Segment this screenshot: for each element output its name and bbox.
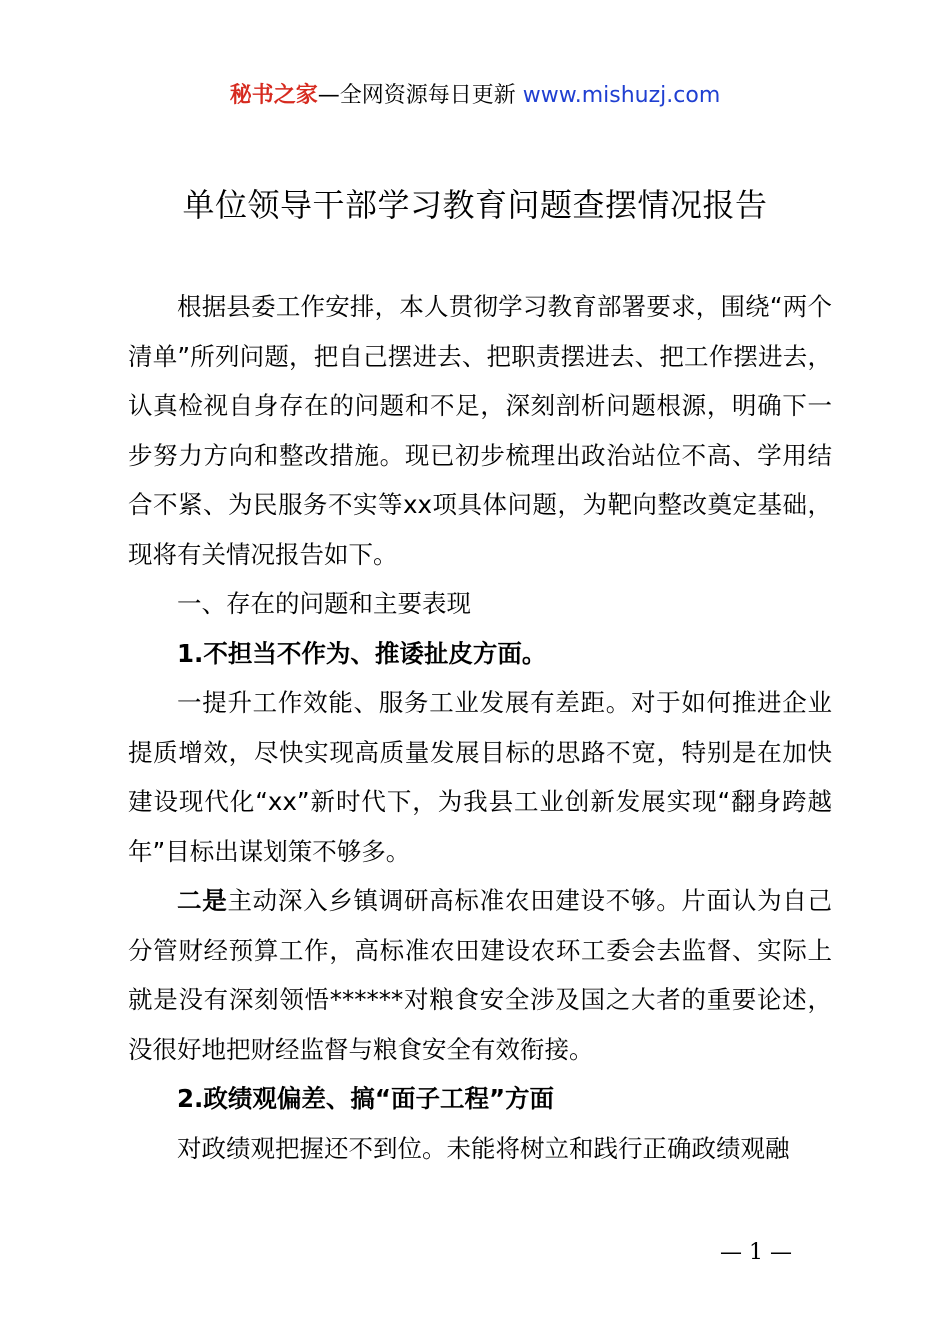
- page-number: — 1 —: [720, 1240, 792, 1265]
- item-1-paragraph-1: 一提升工作效能、服务工业发展有差距。对于如何推进企业提质增效，尽快实现高质量发展目标的思路不宽，特别是在加快建设现代化“xx”新时代下，为我县工业创新发展实现“翻身跨越年”目标出谋划策不够多。: [128, 688, 832, 866]
- paragraph-lead: 二是: [177, 886, 228, 915]
- banner-tagline: —全网资源每日更新: [317, 83, 516, 108]
- site-url-link[interactable]: www.mishuzj.com: [522, 83, 721, 108]
- item-1-paragraph-2: [128, 876, 832, 1074]
- site-banner: [0, 80, 950, 112]
- intro-paragraph: 根据县委工作安排，本人贯彻学习教育部署要求，围绕“两个清单”所列问题，把自己摆进去、把职责摆进去、把工作摆进去，认真检视自身存在的问题和不足，深刻剖析问题根源，明确下一步努力方向和整改措施。现已初步梳理出政治站位不高、学用结合不紧、为民服务不实等xx项具体问题，为靶向整改奠定基础，现将有关情况报告如下。: [128, 292, 832, 569]
- item-2-heading: 2.政绩观偏差、搞“面子工程”方面: [177, 1084, 555, 1113]
- section-heading: 一、存在的问题和主要表现: [177, 589, 471, 618]
- item-2-paragraph-1: 对政绩观把握还不到位。未能将树立和践行正确政绩观融: [177, 1133, 790, 1163]
- document-body: [128, 282, 832, 1173]
- document-title: 单位领导干部学习教育问题查摆情况报告: [182, 186, 768, 224]
- brand-name: 秘书之家: [229, 83, 318, 108]
- paragraph-text: 主动深入乡镇调研高标准农田建设不够。片面认为自己分管财经预算工作，高标准农田建设农环工委会去监督、实际上就是没有深刻领悟******对粮食安全涉及国之大者的重要论述，没很好地把财经监督与粮食安全有效衔接。: [128, 886, 833, 1064]
- item-1-heading: 1.不担当不作为、推诿扯皮方面。: [177, 638, 547, 668]
